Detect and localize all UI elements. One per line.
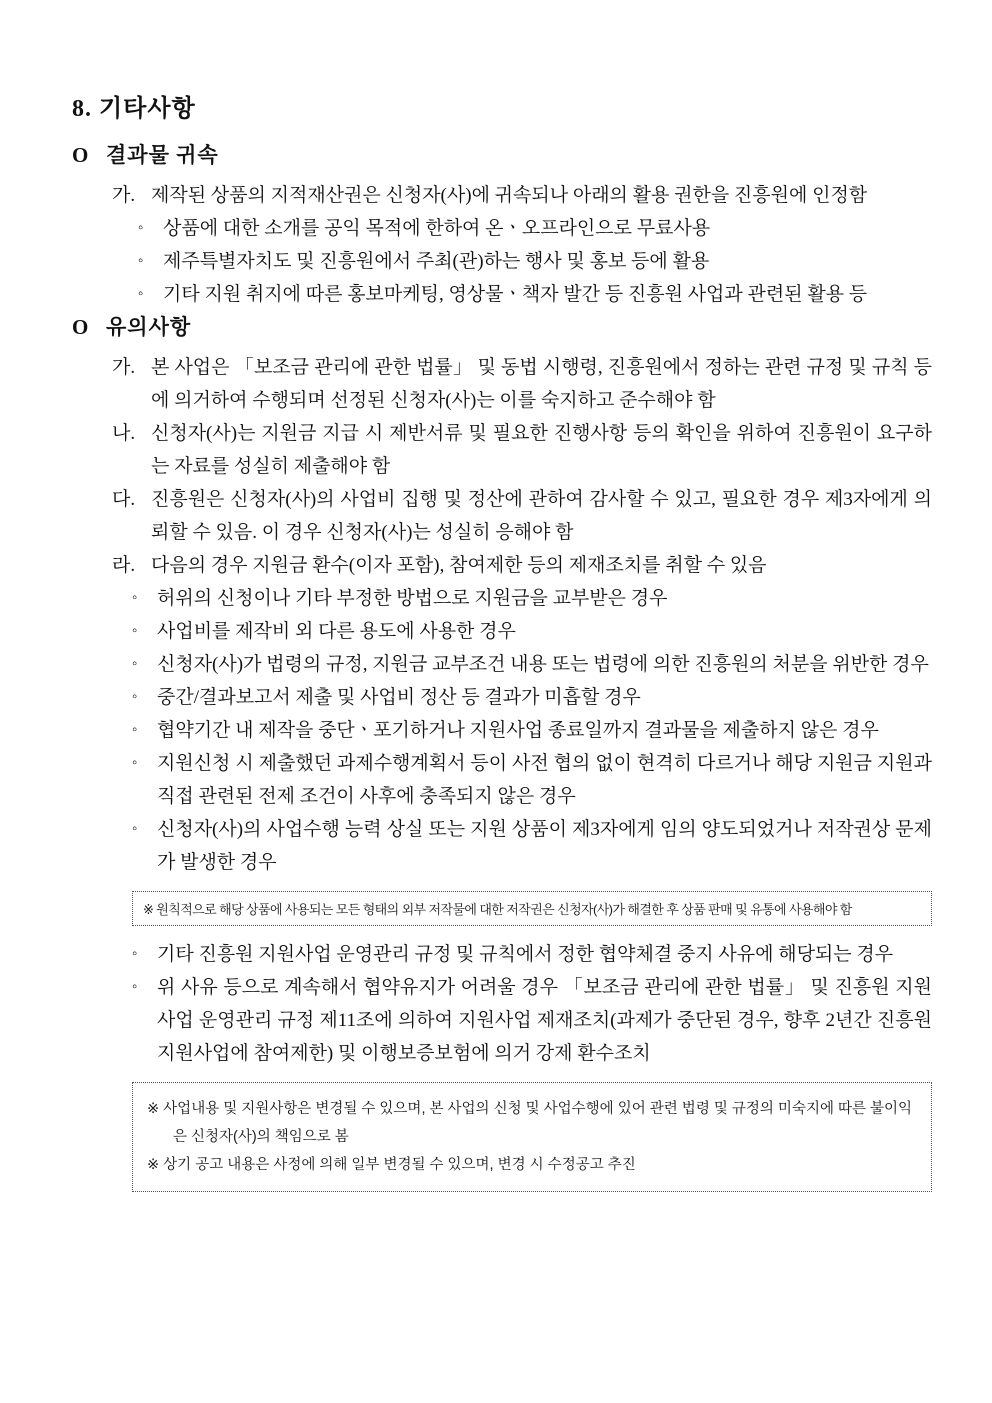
disclaimer-note-box — [132, 1082, 932, 1192]
bullet-text: 허위의 신청이나 기타 부정한 방법으로 지원금을 교부받은 경우 — [157, 588, 668, 609]
bullet-text: 중간/결과보고서 제출 및 사업비 정산 등 결과가 미흡할 경우 — [157, 687, 641, 708]
bullet-icon: ◦ — [132, 946, 138, 962]
item-label: 다. — [112, 489, 136, 510]
bullet-icon: ◦ — [138, 220, 144, 236]
section-result-ownership-title — [72, 139, 932, 169]
item-label: 가. — [112, 185, 136, 206]
list-bullet — [132, 648, 932, 681]
bullet-text: 기타 지원 취지에 따른 홍보마케팅, 영상물ㆍ책자 발간 등 진흥원 사업과 관련된 활용 등 — [163, 284, 868, 305]
section-result-ownership — [72, 139, 932, 311]
list-item-na — [112, 417, 932, 483]
section-title-text: 결과물 귀속 — [106, 143, 219, 167]
note-line: ※ 상기 공고 내용은 사정에 의해 일부 변경될 수 있으며, 변경 시 수정공고 추진 — [147, 1157, 636, 1173]
section-precautions — [72, 311, 932, 1192]
circle-marker: O — [72, 143, 90, 167]
bullet-text: 기타 진흥원 지원사업 운영관리 규정 및 규칙에서 정한 협약체결 중지 사유에 해당되는 경우 — [157, 944, 894, 965]
bullet-icon: ◦ — [138, 253, 144, 269]
bullet-icon: ◦ — [132, 979, 138, 995]
bullet-icon: ◦ — [132, 821, 138, 837]
item-text: 다음의 경우 지원금 환수(이자 포함), 참여제한 등의 제재조치를 취할 수 있음 — [151, 555, 767, 576]
bullet-text: 신청자(사)가 법령의 규정, 지원금 교부조건 내용 또는 법령에 의한 진흥원의 처분을 위반한 경우 — [157, 654, 929, 675]
bullet-icon: ◦ — [132, 656, 138, 672]
bullet-text: 사업비를 제작비 외 다른 용도에 사용한 경우 — [157, 621, 516, 642]
bullet-text: 협약기간 내 제작을 중단ㆍ포기하거나 지원사업 종료일까지 결과물을 제출하지 않은 경우 — [157, 720, 879, 741]
item-text: 본 사업은 「보조금 관리에 관한 법률」 및 동법 시행령, 진흥원에서 정하는 관련 규정 및 규칙 등에 의거하여 수행되며 선정된 신청자(사)는 이를 숙지하고 준수해야 함 — [151, 357, 932, 411]
copyright-note-box: ※ 원칙적으로 해당 상품에 사용되는 모든 형태의 외부 저작물에 대한 저작권은 신청자(사)가 해결한 후 상품 판매 및 유통에 사용해야 함 — [132, 891, 932, 926]
list-bullet — [132, 714, 932, 747]
bullet-icon: ◦ — [138, 286, 144, 302]
bullet-icon: ◦ — [132, 590, 138, 606]
bullet-icon: ◦ — [132, 623, 138, 639]
section-precautions-title — [72, 311, 932, 341]
list-bullet — [132, 971, 932, 1070]
item-text: 신청자(사)는 지원금 지급 시 제반서류 및 필요한 진행사항 등의 확인을 위하여 진흥원이 요구하는 자료를 성실히 제출해야 함 — [151, 423, 932, 477]
item-label: 라. — [112, 555, 136, 576]
item-label: 가. — [112, 357, 136, 378]
page-title: 8. 기타사항 — [72, 96, 196, 122]
bullet-text: 상품에 대한 소개를 공익 목적에 한하여 온ㆍ오프라인으로 무료사용 — [163, 218, 711, 239]
list-bullet — [132, 615, 932, 648]
list-item-ra — [112, 549, 932, 582]
item-text: 제작된 상품의 지적재산권은 신청자(사)에 귀속되나 아래의 활용 권한을 진흥원에 인정함 — [151, 185, 868, 206]
list-bullet — [132, 938, 932, 971]
bullet-text: 제주특별자치도 및 진흥원에서 주최(관)하는 행사 및 홍보 등에 활용 — [163, 251, 710, 272]
list-bullet — [132, 582, 932, 615]
note-line: ※ 사업내용 및 지원사항은 변경될 수 있으며, 본 사업의 신청 및 사업수행에 있어 관련 법령 및 규정의 미숙지에 따른 불이익은 신청자(사)의 책임으로 봄 — [147, 1101, 913, 1145]
list-bullet — [138, 212, 932, 245]
list-item-ga — [112, 351, 932, 417]
bullet-text: 지원신청 시 제출했던 과제수행계획서 등이 사전 협의 없이 현격히 다르거나 해당 지원금 지원과 직접 관련된 전제 조건이 사후에 충족되지 않은 경우 — [157, 753, 932, 807]
list-item-da — [112, 483, 932, 549]
bullet-icon: ◦ — [132, 722, 138, 738]
bullet-icon: ◦ — [132, 755, 138, 771]
list-bullet — [138, 278, 932, 311]
list-bullet — [132, 747, 932, 813]
list-item-ga — [112, 179, 932, 212]
bullet-text: 위 사유 등으로 계속해서 협약유지가 어려울 경우 「보조금 관리에 관한 법률」 및 진흥원 지원사업 운영관리 규정 제11조에 의하여 지원사업 제재조치(과제가 중단된 경우, 향후 2년간 진흥원 지원사업에 참여제한) 및 이행보증보험에 의거 강제 환수조치 — [157, 977, 932, 1064]
item-label: 나. — [112, 423, 136, 444]
circle-marker: O — [72, 315, 90, 339]
bullet-icon: ◦ — [132, 689, 138, 705]
list-bullet — [132, 681, 932, 714]
list-bullet — [132, 813, 932, 879]
section-title-text: 유의사항 — [106, 315, 192, 339]
list-bullet — [138, 245, 932, 278]
item-text: 진흥원은 신청자(사)의 사업비 집행 및 정산에 관하여 감사할 수 있고, 필요한 경우 제3자에게 의뢰할 수 있음. 이 경우 신청자(사)는 성실히 응해야 함 — [151, 489, 932, 543]
bullet-text: 신청자(사)의 사업수행 능력 상실 또는 지원 상품이 제3자에게 임의 양도되었거나 저작권상 문제가 발생한 경우 — [157, 819, 932, 873]
